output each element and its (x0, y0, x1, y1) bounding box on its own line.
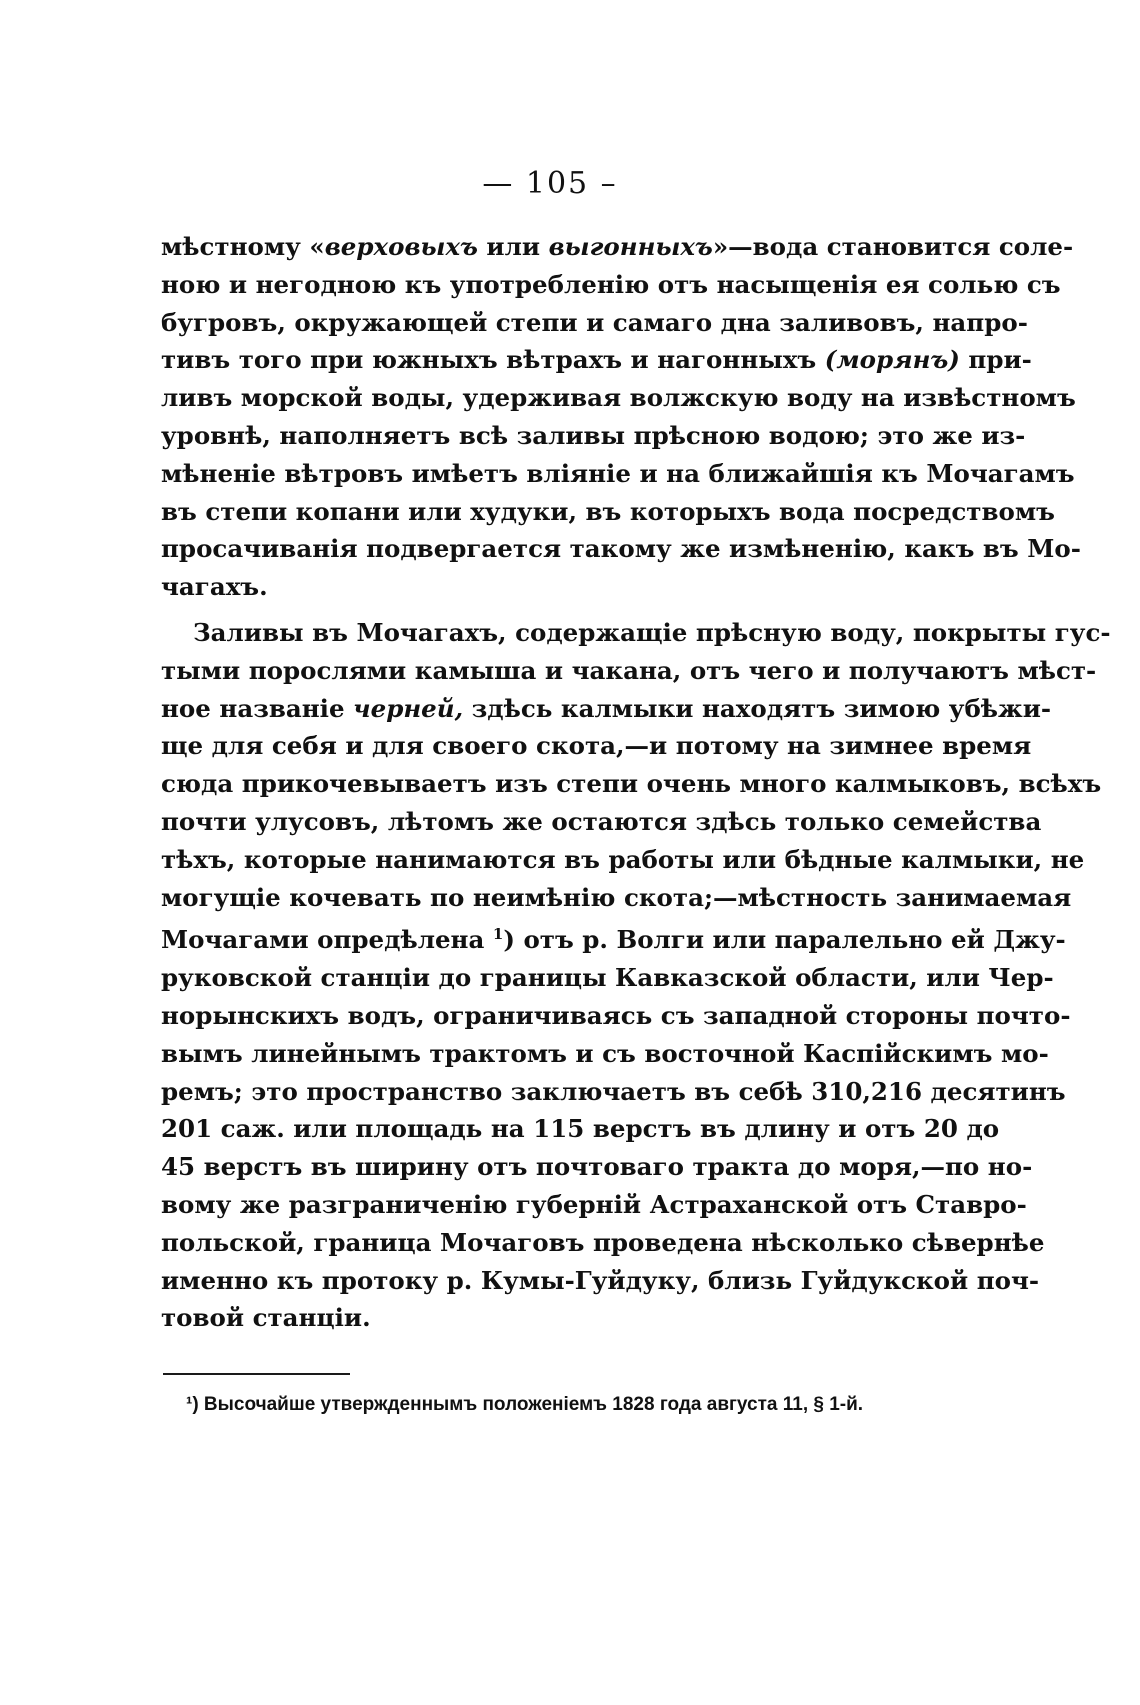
italic-term: (морянъ) (824, 345, 960, 375)
footnote-marker: ¹) (186, 1394, 199, 1415)
text-line: тыми порослями камыша и чакана, отъ чего и получаютъ мѣст- (161, 655, 1097, 685)
italic-term: выгонныхъ (548, 232, 713, 261)
footnote (186, 1394, 863, 1416)
paragraph-gap (161, 606, 973, 614)
text-line: 201 саж. или площадь на 115 верстъ въ длину и отъ 20 до (161, 1114, 1000, 1144)
text-line: просачиванія подвергается такому же измѣненію, какъ въ Мо- (161, 534, 1081, 564)
text-line: ное названіе черней, здѣсь калмыки находятъ зимою убѣжи- (161, 693, 1052, 723)
text-line: Мочагами опредѣлена $^1$) отъ р. Волги или паралельно ей Джу- (161, 925, 1066, 955)
text-line: Заливы въ Мочагахъ, содержащіе прѣсную воду, покрыты гус- (193, 617, 1111, 647)
page-number: — 105 – (482, 166, 618, 201)
text-line: уровнѣ, наполняетъ всѣ заливы прѣсною водою; это же из- (161, 420, 1026, 450)
footnote-text: Высочайше утвержденнымъ положеніемъ 1828 года августа 11, § 1-й. (198, 1394, 864, 1415)
italic-term: верховыхъ (324, 232, 478, 261)
text-line: ливъ морской воды, удерживая волжскую воду на извѣстномъ (161, 383, 1076, 413)
text-line: вымъ линейнымъ трактомъ и съ восточной Каспійскимъ мо- (161, 1038, 1049, 1068)
body-text (161, 228, 1111, 1337)
footnote-reference: 1 (492, 925, 504, 944)
text-line: тѣхъ, которые нанимаются въ работы или бѣдные калмыки, не (161, 844, 1085, 874)
text-line: почти улусовъ, лѣтомъ же остаются здѣсь только семейства (161, 806, 1042, 836)
text-line: въ степи копани или худуки, въ которыхъ вода посредствомъ (161, 496, 1055, 526)
text-line: ною и негодною къ употребленію отъ насыщенія ея солью съ (161, 269, 1061, 299)
footnote-rule (163, 1373, 350, 1375)
text-line: мѣстному «верховыхъ или выгонныхъ»—вода становится соле- (161, 232, 1074, 261)
text-line: чагахъ. (161, 572, 268, 602)
text-line: могущіе кочевать по неимѣнію скота;—мѣстность занимаемая (161, 882, 1072, 912)
text-line: именно къ протоку р. Кумы-Гуйдуку, близь Гуйдукской поч- (161, 1265, 1040, 1295)
text-line: руковской станціи до границы Кавказской области, или Чер- (161, 963, 1054, 993)
text-line: польской, граница Мочаговъ проведена нѣсколько сѣвернѣе (161, 1227, 1045, 1257)
text-line: 45 верстъ въ ширину отъ почтоваго тракта до моря,—по но- (161, 1152, 1033, 1182)
italic-term: черней, (353, 693, 464, 723)
text-line: бугровъ, окружающей степи и самаго дна заливовъ, напро- (161, 307, 1028, 337)
text-line: сюда прикочевываетъ изъ степи очень много калмыковъ, всѣхъ (161, 769, 1102, 799)
text-line: ремъ; это пространство заключаетъ въ себѣ 310,216 десятинъ (161, 1076, 1066, 1106)
text-line: норынскихъ водъ, ограничиваясь съ западной стороны почто- (161, 1000, 1071, 1030)
text-line: ще для себя и для своего скота,—и потому на зимнее время (161, 731, 1032, 761)
text-line: тивъ того при южныхъ вѣтрахъ и нагонныхъ (морянъ) при- (161, 345, 1032, 375)
text-line: мѣненіе вѣтровъ имѣетъ вліяніе и на ближайшія къ Мочагамъ (161, 458, 1075, 488)
text-line: вому же разграниченію губерній Астраханской отъ Ставро- (161, 1189, 1027, 1219)
text-line: товой станціи. (161, 1303, 371, 1333)
